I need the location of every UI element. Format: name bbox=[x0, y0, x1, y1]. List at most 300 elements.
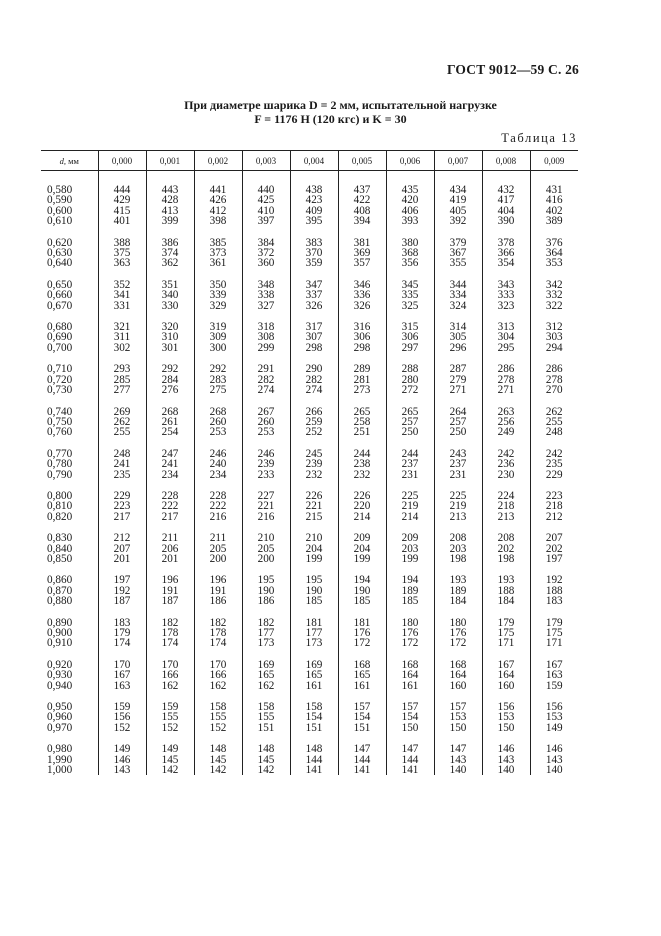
hardness-cell: 216 bbox=[242, 512, 290, 522]
hardness-cell: 319 bbox=[194, 322, 242, 332]
hardness-cell: 372 bbox=[242, 248, 290, 258]
group-spacer bbox=[41, 396, 578, 407]
hardness-cell: 275 bbox=[194, 385, 242, 395]
hardness-cell: 298 bbox=[290, 343, 338, 353]
hardness-cell: 250 bbox=[386, 427, 434, 437]
hardness-cell: 262 bbox=[98, 417, 146, 427]
hardness-cell: 397 bbox=[242, 216, 290, 226]
diameter-cell: 0,940 bbox=[47, 679, 73, 692]
hardness-cell: 389 bbox=[530, 216, 578, 226]
hardness-cell: 341 bbox=[98, 290, 146, 300]
hardness-cell: 155 bbox=[146, 712, 194, 722]
hardness-cell: 295 bbox=[482, 343, 530, 353]
hardness-cell: 253 bbox=[242, 427, 290, 437]
hardness-cell: 147 bbox=[386, 744, 434, 754]
hardness-cell: 423 bbox=[290, 195, 338, 205]
hardness-cell: 185 bbox=[386, 596, 434, 606]
hardness-cell: 149 bbox=[98, 744, 146, 754]
diameter-cell: 0,700 bbox=[47, 341, 73, 354]
hardness-cell: 222 bbox=[194, 501, 242, 511]
hardness-cell: 210 bbox=[290, 533, 338, 543]
hardness-cell: 175 bbox=[530, 628, 578, 638]
hardness-cell: 234 bbox=[146, 470, 194, 480]
spacer-cell bbox=[146, 607, 194, 618]
hardness-cell: 331 bbox=[98, 301, 146, 311]
hardness-cell: 344 bbox=[434, 280, 482, 290]
table-row bbox=[41, 554, 578, 564]
spacer-cell bbox=[290, 227, 338, 238]
diameter-cell: 0,610 bbox=[47, 215, 73, 228]
hardness-cell: 192 bbox=[530, 575, 578, 585]
hardness-cell: 152 bbox=[146, 723, 194, 733]
table-row bbox=[41, 459, 578, 469]
spacer-cell bbox=[98, 171, 146, 186]
hardness-cell: 190 bbox=[242, 586, 290, 596]
hardness-cell: 145 bbox=[146, 755, 194, 765]
spacer-cell bbox=[98, 396, 146, 407]
hardness-cell: 293 bbox=[98, 364, 146, 374]
hardness-cell: 184 bbox=[434, 596, 482, 606]
hardness-cell: 252 bbox=[290, 427, 338, 437]
hardness-cell: 155 bbox=[194, 712, 242, 722]
hardness-cell: 192 bbox=[98, 586, 146, 596]
hardness-cell: 197 bbox=[530, 554, 578, 564]
hardness-cell: 362 bbox=[146, 258, 194, 268]
hardness-cell: 150 bbox=[434, 723, 482, 733]
hardness-cell: 222 bbox=[146, 501, 194, 511]
hardness-cell: 193 bbox=[482, 575, 530, 585]
group-spacer bbox=[41, 607, 578, 618]
hardness-cell: 171 bbox=[482, 638, 530, 648]
hardness-cell: 159 bbox=[530, 681, 578, 691]
spacer-cell bbox=[482, 607, 530, 618]
hardness-cell: 231 bbox=[434, 470, 482, 480]
diameter-cell: 0,820 bbox=[47, 510, 73, 523]
diameter-cell: 0,770 bbox=[47, 447, 73, 460]
hardness-cell: 208 bbox=[434, 533, 482, 543]
hardness-cell: 176 bbox=[338, 628, 386, 638]
hardness-cell: 277 bbox=[98, 385, 146, 395]
hardness-cell: 163 bbox=[98, 681, 146, 691]
spacer-cell bbox=[290, 607, 338, 618]
caption-line-2: F = 1176 Н (120 кгс) и K = 30 bbox=[254, 112, 407, 126]
hardness-cell: 198 bbox=[434, 554, 482, 564]
spacer-cell bbox=[338, 171, 386, 186]
hardness-cell: 250 bbox=[434, 427, 482, 437]
spacer-cell bbox=[386, 396, 434, 407]
hardness-cell: 316 bbox=[338, 322, 386, 332]
hardness-cell: 189 bbox=[386, 586, 434, 596]
hardness-cell: 168 bbox=[386, 660, 434, 670]
hardness-cell: 158 bbox=[290, 702, 338, 712]
hardness-cell: 353 bbox=[530, 258, 578, 268]
hardness-cell: 228 bbox=[194, 491, 242, 501]
table-row bbox=[41, 216, 578, 226]
diameter-cell: 0,760 bbox=[47, 426, 73, 439]
hardness-cell: 384 bbox=[242, 238, 290, 248]
hardness-cell: 315 bbox=[386, 322, 434, 332]
hardness-cell: 202 bbox=[482, 544, 530, 554]
hardness-cell: 187 bbox=[98, 596, 146, 606]
hardness-cell: 186 bbox=[194, 596, 242, 606]
hardness-cell: 176 bbox=[434, 628, 482, 638]
diameter-cell: 0,930 bbox=[47, 669, 73, 682]
table-caption bbox=[0, 98, 661, 126]
hardness-cell: 164 bbox=[386, 670, 434, 680]
hardness-cell: 141 bbox=[338, 765, 386, 775]
hardness-cell: 212 bbox=[98, 533, 146, 543]
hardness-cell: 196 bbox=[194, 575, 242, 585]
hardness-cell: 385 bbox=[194, 238, 242, 248]
hardness-cell: 146 bbox=[530, 744, 578, 754]
hardness-cell: 204 bbox=[290, 544, 338, 554]
hardness-cell: 229 bbox=[98, 491, 146, 501]
diameter-cell: 0,960 bbox=[47, 711, 73, 724]
hardness-cell: 179 bbox=[482, 618, 530, 628]
hardness-cell: 237 bbox=[434, 459, 482, 469]
hardness-cell: 170 bbox=[194, 660, 242, 670]
diameter-cell: 0,860 bbox=[47, 574, 73, 587]
hardness-cell: 185 bbox=[338, 596, 386, 606]
hardness-cell: 267 bbox=[242, 407, 290, 417]
hardness-cell: 257 bbox=[434, 417, 482, 427]
diameter-cell: 0,650 bbox=[47, 278, 73, 291]
hardness-cell: 184 bbox=[482, 596, 530, 606]
hardness-cell: 172 bbox=[386, 638, 434, 648]
hardness-cell: 260 bbox=[242, 417, 290, 427]
spacer-cell bbox=[530, 171, 578, 186]
hardness-cell: 188 bbox=[530, 586, 578, 596]
hardness-cell: 162 bbox=[146, 681, 194, 691]
hardness-cell: 301 bbox=[146, 343, 194, 353]
hardness-cell: 211 bbox=[146, 533, 194, 543]
hardness-cell: 401 bbox=[98, 216, 146, 226]
spacer-cell bbox=[41, 396, 98, 407]
hardness-cell: 281 bbox=[338, 375, 386, 385]
hardness-cell: 179 bbox=[98, 628, 146, 638]
hardness-cell: 263 bbox=[482, 407, 530, 417]
hardness-cell: 167 bbox=[530, 660, 578, 670]
hardness-cell: 306 bbox=[338, 332, 386, 342]
hardness-cell: 199 bbox=[290, 554, 338, 564]
hardness-cell: 182 bbox=[146, 618, 194, 628]
hardness-cell: 157 bbox=[386, 702, 434, 712]
hardness-cell: 140 bbox=[434, 765, 482, 775]
hardness-cell: 205 bbox=[242, 544, 290, 554]
diameter-cell: 0,590 bbox=[47, 194, 73, 207]
diameter-cell: 0,980 bbox=[47, 743, 73, 756]
hardness-cell: 189 bbox=[434, 586, 482, 596]
hardness-cell: 142 bbox=[242, 765, 290, 775]
hardness-cell: 170 bbox=[98, 660, 146, 670]
hardness-cell: 273 bbox=[338, 385, 386, 395]
hardness-cell: 153 bbox=[434, 712, 482, 722]
hardness-cell: 399 bbox=[146, 216, 194, 226]
hardness-cell: 161 bbox=[386, 681, 434, 691]
hardness-cell: 176 bbox=[386, 628, 434, 638]
hardness-cell: 434 bbox=[434, 185, 482, 195]
hardness-cell: 144 bbox=[338, 755, 386, 765]
hardness-cell: 415 bbox=[98, 206, 146, 216]
diameter-cell: 0,900 bbox=[47, 627, 73, 639]
hardness-cell: 159 bbox=[146, 702, 194, 712]
hardness-cell: 145 bbox=[194, 755, 242, 765]
hardness-cell: 284 bbox=[146, 375, 194, 385]
hardness-cell: 297 bbox=[386, 343, 434, 353]
hardness-cell: 356 bbox=[386, 258, 434, 268]
diameter-cell: 0,640 bbox=[47, 257, 73, 270]
hardness-cell: 413 bbox=[146, 206, 194, 216]
hardness-cell: 199 bbox=[386, 554, 434, 564]
hardness-cell: 154 bbox=[386, 712, 434, 722]
column-header: 0,008 bbox=[482, 151, 530, 171]
hardness-cell: 419 bbox=[434, 195, 482, 205]
hardness-cell: 187 bbox=[146, 596, 194, 606]
hardness-cell: 180 bbox=[434, 618, 482, 628]
hardness-cell: 156 bbox=[530, 702, 578, 712]
spacer-cell bbox=[146, 227, 194, 238]
hardness-cell: 152 bbox=[194, 723, 242, 733]
hardness-cell: 180 bbox=[386, 618, 434, 628]
hardness-cell: 364 bbox=[530, 248, 578, 258]
hardness-cell: 346 bbox=[338, 280, 386, 290]
hardness-cell: 158 bbox=[194, 702, 242, 712]
hardness-cell: 357 bbox=[338, 258, 386, 268]
hardness-cell: 157 bbox=[338, 702, 386, 712]
diameter-cell: 0,780 bbox=[47, 458, 73, 471]
diameter-cell: 0,800 bbox=[47, 489, 73, 502]
hardness-cell: 157 bbox=[434, 702, 482, 712]
hardness-cell: 359 bbox=[290, 258, 338, 268]
hardness-cell: 440 bbox=[242, 185, 290, 195]
hardness-cell: 239 bbox=[290, 459, 338, 469]
hardness-cell: 230 bbox=[482, 470, 530, 480]
diameter-cell: 1,990 bbox=[47, 753, 73, 766]
hardness-cell: 198 bbox=[482, 554, 530, 564]
hardness-cell: 381 bbox=[338, 238, 386, 248]
hardness-cell: 249 bbox=[482, 427, 530, 437]
group-spacer bbox=[41, 227, 578, 238]
hardness-cell: 383 bbox=[290, 238, 338, 248]
hardness-cell: 299 bbox=[242, 343, 290, 353]
spacer-cell bbox=[146, 396, 194, 407]
hardness-cell: 225 bbox=[386, 491, 434, 501]
hardness-cell: 443 bbox=[146, 185, 194, 195]
hardness-cell: 393 bbox=[386, 216, 434, 226]
spacer-cell bbox=[482, 171, 530, 186]
hardness-cell: 154 bbox=[338, 712, 386, 722]
column-header: 0,004 bbox=[290, 151, 338, 171]
hardness-cell: 253 bbox=[194, 427, 242, 437]
hardness-cell: 233 bbox=[242, 470, 290, 480]
hardness-cell: 173 bbox=[242, 638, 290, 648]
hardness-cell: 162 bbox=[194, 681, 242, 691]
hardness-cell: 327 bbox=[242, 301, 290, 311]
hardness-cell: 225 bbox=[434, 491, 482, 501]
hardness-cell: 374 bbox=[146, 248, 194, 258]
hardness-cell: 146 bbox=[98, 755, 146, 765]
spacer-cell bbox=[482, 227, 530, 238]
hardness-cell: 166 bbox=[194, 670, 242, 680]
hardness-cell: 235 bbox=[98, 470, 146, 480]
hardness-cell: 244 bbox=[338, 449, 386, 459]
hardness-cell: 178 bbox=[146, 628, 194, 638]
hardness-cell: 317 bbox=[290, 322, 338, 332]
hardness-cell: 268 bbox=[194, 407, 242, 417]
hardness-cell: 313 bbox=[482, 322, 530, 332]
diameter-cell: 0,970 bbox=[47, 721, 73, 734]
hardness-cell: 219 bbox=[434, 501, 482, 511]
column-header: 0,003 bbox=[242, 151, 290, 171]
hardness-cell: 246 bbox=[194, 449, 242, 459]
diameter-cell: 0,890 bbox=[47, 616, 73, 629]
hardness-cell: 144 bbox=[386, 755, 434, 765]
hardness-cell: 254 bbox=[146, 427, 194, 437]
page-header: ГОСТ 9012—59 С. 26 bbox=[446, 62, 579, 77]
hardness-cell: 148 bbox=[290, 744, 338, 754]
spacer-cell bbox=[434, 227, 482, 238]
diameter-cell: 0,660 bbox=[47, 289, 73, 302]
hardness-cell: 150 bbox=[482, 723, 530, 733]
hardness-cell: 325 bbox=[386, 301, 434, 311]
hardness-cell: 218 bbox=[482, 501, 530, 511]
hardness-cell: 193 bbox=[434, 575, 482, 585]
column-header: 0,006 bbox=[386, 151, 434, 171]
hardness-cell: 291 bbox=[242, 364, 290, 374]
diameter-cell: 0,910 bbox=[47, 637, 73, 650]
hardness-cell: 251 bbox=[338, 427, 386, 437]
column-header: 0,002 bbox=[194, 151, 242, 171]
hardness-cell: 178 bbox=[194, 628, 242, 638]
hardness-cell: 148 bbox=[194, 744, 242, 754]
hardness-cell: 183 bbox=[98, 618, 146, 628]
hardness-cell: 260 bbox=[194, 417, 242, 427]
hardness-cell: 286 bbox=[530, 364, 578, 374]
hardness-cell: 232 bbox=[290, 470, 338, 480]
hardness-cell: 172 bbox=[434, 638, 482, 648]
diameter-cell: 0,580 bbox=[47, 184, 73, 196]
diameter-cell: 0,810 bbox=[47, 500, 73, 513]
hardness-cell: 274 bbox=[242, 385, 290, 395]
spacer-cell bbox=[434, 171, 482, 186]
spacer-cell bbox=[194, 171, 242, 186]
hardness-cell: 409 bbox=[290, 206, 338, 216]
hardness-cell: 342 bbox=[530, 280, 578, 290]
hardness-cell: 304 bbox=[482, 332, 530, 342]
hardness-cell: 337 bbox=[290, 290, 338, 300]
hardness-cell: 394 bbox=[338, 216, 386, 226]
hardness-cell: 203 bbox=[386, 544, 434, 554]
hardness-cell: 287 bbox=[434, 364, 482, 374]
hardness-cell: 241 bbox=[98, 459, 146, 469]
hardness-cell: 190 bbox=[290, 586, 338, 596]
spacer-cell bbox=[194, 227, 242, 238]
hardness-cell: 437 bbox=[338, 185, 386, 195]
hardness-cell: 369 bbox=[338, 248, 386, 258]
diameter-cell: 0,730 bbox=[47, 384, 73, 397]
hardness-cell: 318 bbox=[242, 322, 290, 332]
hardness-cell: 348 bbox=[242, 280, 290, 290]
table-row bbox=[41, 638, 578, 648]
hardness-cell: 272 bbox=[386, 385, 434, 395]
hardness-cell: 181 bbox=[290, 618, 338, 628]
hardness-cell: 350 bbox=[194, 280, 242, 290]
hardness-cell: 223 bbox=[530, 491, 578, 501]
hardness-cell: 312 bbox=[530, 322, 578, 332]
hardness-cell: 294 bbox=[530, 343, 578, 353]
spacer-cell bbox=[41, 171, 98, 186]
hardness-cell: 182 bbox=[194, 618, 242, 628]
hardness-cell: 406 bbox=[386, 206, 434, 216]
hardness-cell: 194 bbox=[386, 575, 434, 585]
column-header: 0,000 bbox=[98, 151, 146, 171]
hardness-table bbox=[41, 150, 578, 775]
table-header-row bbox=[41, 151, 578, 171]
hardness-cell: 311 bbox=[98, 332, 146, 342]
diameter-cell: 0,830 bbox=[47, 532, 73, 545]
hardness-cell: 303 bbox=[530, 332, 578, 342]
table-row bbox=[41, 681, 578, 691]
hardness-cell: 174 bbox=[194, 638, 242, 648]
hardness-cell: 162 bbox=[242, 681, 290, 691]
hardness-cell: 146 bbox=[482, 744, 530, 754]
table-row bbox=[41, 533, 578, 543]
hardness-cell: 218 bbox=[530, 501, 578, 511]
hardness-cell: 208 bbox=[482, 533, 530, 543]
hardness-cell: 221 bbox=[242, 501, 290, 511]
spacer-cell bbox=[242, 227, 290, 238]
hardness-cell: 174 bbox=[98, 638, 146, 648]
hardness-cell: 320 bbox=[146, 322, 194, 332]
table-body bbox=[41, 171, 578, 776]
hardness-cell: 412 bbox=[194, 206, 242, 216]
hardness-cell: 265 bbox=[338, 407, 386, 417]
hardness-cell: 210 bbox=[242, 533, 290, 543]
hardness-cell: 314 bbox=[434, 322, 482, 332]
hardness-cell: 141 bbox=[290, 765, 338, 775]
hardness-cell: 361 bbox=[194, 258, 242, 268]
hardness-cell: 246 bbox=[242, 449, 290, 459]
diameter-cell: 0,710 bbox=[47, 363, 73, 376]
table-row bbox=[41, 427, 578, 437]
hardness-cell: 248 bbox=[98, 449, 146, 459]
hardness-cell: 174 bbox=[146, 638, 194, 648]
hardness-cell: 283 bbox=[194, 375, 242, 385]
spacer-cell bbox=[338, 607, 386, 618]
hardness-cell: 149 bbox=[530, 723, 578, 733]
hardness-cell: 326 bbox=[290, 301, 338, 311]
hardness-cell: 165 bbox=[242, 670, 290, 680]
hardness-cell: 376 bbox=[530, 238, 578, 248]
hardness-cell: 143 bbox=[530, 755, 578, 765]
hardness-cell: 323 bbox=[482, 301, 530, 311]
hardness-cell: 160 bbox=[482, 681, 530, 691]
hardness-cell: 390 bbox=[482, 216, 530, 226]
hardness-cell: 245 bbox=[290, 449, 338, 459]
column-header-d-unit: мм bbox=[65, 155, 79, 166]
hardness-cell: 140 bbox=[530, 765, 578, 775]
hardness-cell: 161 bbox=[290, 681, 338, 691]
column-header-d-var: d, bbox=[59, 155, 66, 166]
hardness-cell: 332 bbox=[530, 290, 578, 300]
hardness-cell: 237 bbox=[386, 459, 434, 469]
hardness-cell: 219 bbox=[386, 501, 434, 511]
hardness-cell: 215 bbox=[290, 512, 338, 522]
hardness-cell: 235 bbox=[530, 459, 578, 469]
hardness-cell: 286 bbox=[482, 364, 530, 374]
hardness-cell: 306 bbox=[386, 332, 434, 342]
hardness-cell: 244 bbox=[386, 449, 434, 459]
